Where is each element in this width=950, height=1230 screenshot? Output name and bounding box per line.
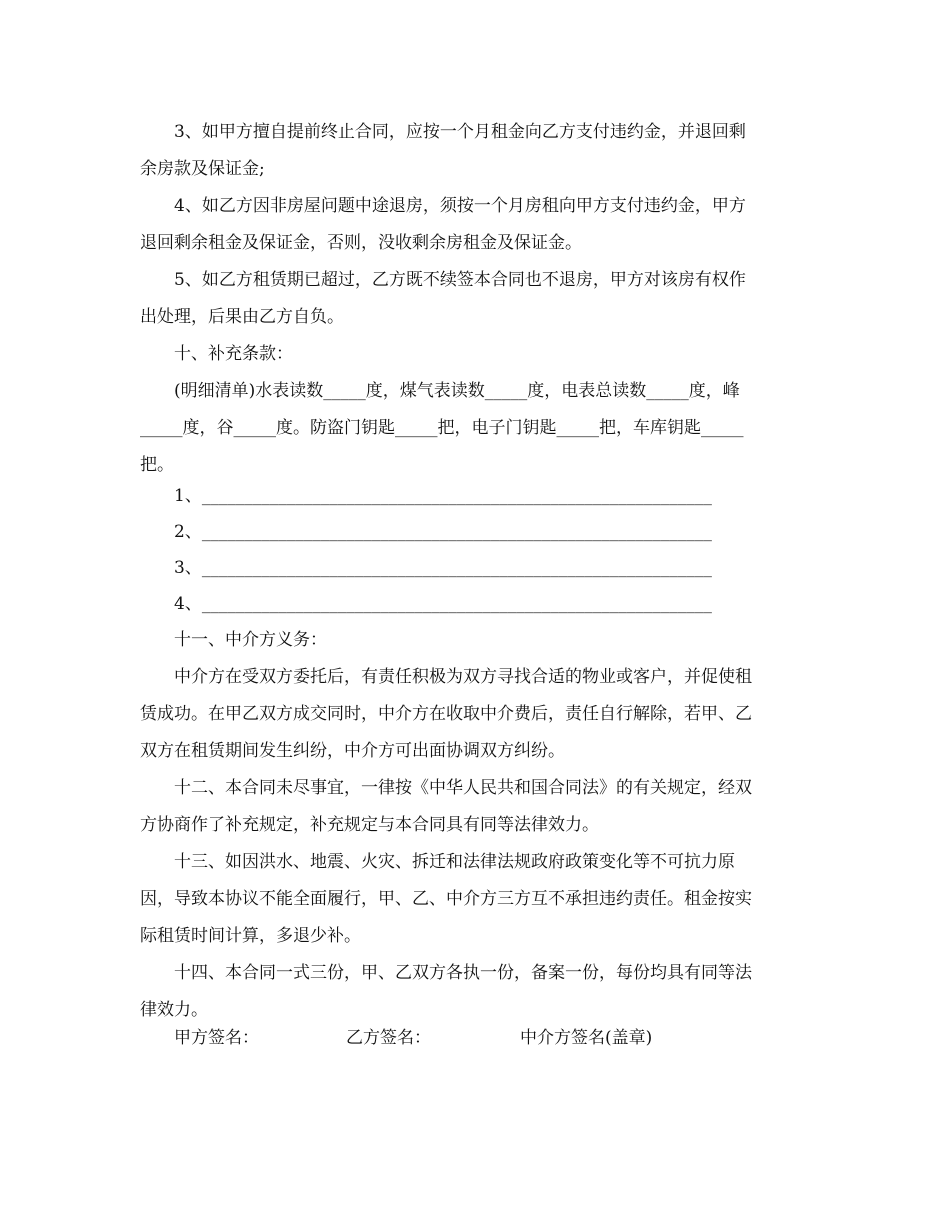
clause-5-line-1: 5、如乙方租赁期已超过，乙方既不续签本合同也不退房，甲方对该房有权作 (174, 270, 746, 290)
section-13 (140, 844, 812, 955)
section-12-line-2: 方协商作了补充规定，补充规定与本合同具有同等法律效力。 (140, 815, 599, 835)
section-11-line-2: 赁成功。在甲乙双方成交同时，中介方在收取中介费后，责任自行解除，若甲、乙 (140, 704, 752, 724)
section-10-detail-line-2: _____度，谷_____度。防盗门钥匙_____把，电子门钥匙_____把，车库钥匙_____ (140, 418, 744, 438)
section-14-line-2: 律效力。 (140, 1000, 208, 1020)
party-a-signature-label: 甲方签名： (174, 1028, 259, 1048)
blank-line-4: 4、____________________________________________________________ (174, 594, 712, 614)
clause-3 (140, 114, 812, 188)
section-11 (140, 622, 812, 770)
party-b-signature-label: 乙方签名： (346, 1028, 431, 1048)
blank-line-1: 1、____________________________________________________________ (174, 486, 712, 506)
section-14 (140, 955, 812, 1029)
clause-4 (140, 188, 812, 262)
section-11-line-3: 双方在租赁期间发生纠纷，中介方可出面协调双方纠纷。 (140, 741, 565, 761)
clause-5 (140, 262, 812, 336)
blank-line-3: 3、____________________________________________________________ (174, 558, 712, 578)
section-13-line-1: 十三、如因洪水、地震、火灾、拆迁和法律法规政府政策变化等不可抗力原 (174, 852, 735, 872)
clause-3-line-2: 余房款及保证金; (140, 159, 265, 179)
section-10-detail-line-3: 把。 (140, 455, 174, 475)
section-11-line-1: 中介方在受双方委托后，有责任积极为双方寻找合适的物业或客户，并促使租 (174, 667, 752, 687)
section-10-detail-line-1: (明细清单)水表读数_____度，煤气表读数_____度，电表总读数_____度，峰 (174, 381, 740, 401)
section-14-line-1: 十四、本合同一式三份，甲、乙双方各执一份，备案一份，每份均具有同等法 (174, 963, 752, 983)
clause-4-line-2: 退回剩余租金及保证金，否则，没收剩余房租金及保证金。 (140, 233, 582, 253)
agent-signature-label: 中介方签名(盖章) (520, 1028, 653, 1048)
clause-4-line-1: 4、如乙方因非房屋问题中途退房，须按一个月房租向甲方支付违约金，甲方 (174, 196, 746, 216)
section-12-line-1: 十二、本合同未尽事宜，一律按《中华人民共和国合同法》的有关规定，经双 (174, 778, 752, 798)
section-10 (140, 336, 812, 484)
section-10-heading: 十、补充条款： (174, 344, 293, 364)
section-10-blank-lines (140, 478, 812, 622)
section-13-line-3: 际租赁时间计算，多退少补。 (140, 926, 361, 946)
blank-line-2: 2、____________________________________________________________ (174, 522, 712, 542)
clause-3-line-1: 3、如甲方擅自提前终止合同，应按一个月租金向乙方支付违约金，并退回剩 (174, 122, 746, 142)
section-13-line-2: 因，导致本协议不能全面履行，甲、乙、中介方三方互不承担违约责任。租金按实 (140, 889, 752, 909)
clause-5-line-2: 出处理，后果由乙方自负。 (140, 307, 344, 327)
section-12 (140, 770, 812, 844)
section-11-heading: 十一、中介方义务： (174, 630, 327, 650)
